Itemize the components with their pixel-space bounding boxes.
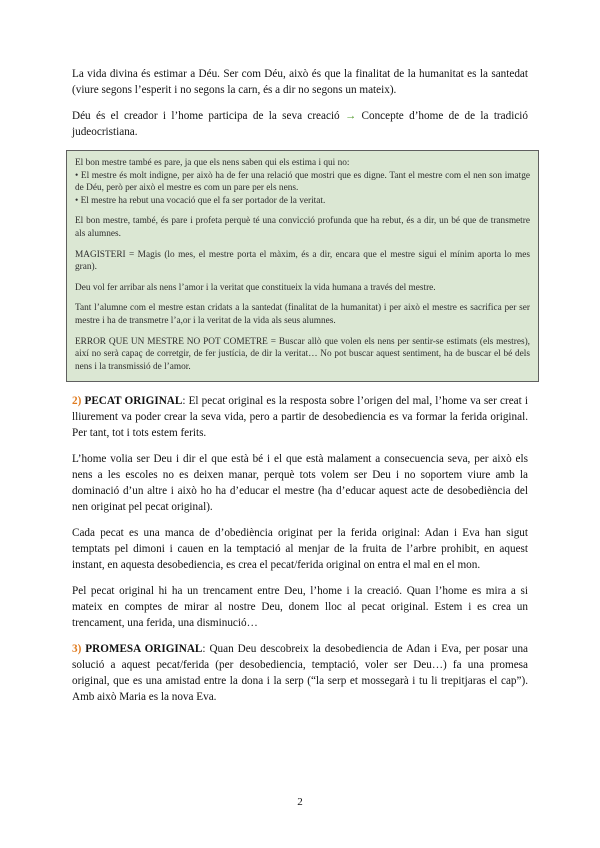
box-paragraph-3: MAGISTERI = Magis (lo mes, el mestre porta el màxim, és a dir, encara que el mestre sigui el mínim aporta lo mes gran).	[75, 249, 530, 273]
box-paragraph-6: ERROR QUE UN MESTRE NO POT COMETRE = Buscar allò que volen els nens per sentir-se estimats (els mestres), així no serà capaç de corretgir, de fer justícia, de dir la veritat… No pot buscar aquest sentiment, ha de buscar el bé dels nens i la transmissió de l’amor.	[75, 336, 530, 372]
intro-paragraph-2	[72, 108, 528, 140]
section-2-intro-text: : El pecat original es la resposta sobre l’origen del mal, l’home va ser creat i lliurement va poder crear la seva vida, pero a partir de desobediencia es va formar la ferida original. Per tant, tot i tots estem ferits.	[72, 395, 528, 440]
section-3-paragraph-1	[72, 641, 528, 705]
section-3-number: 3)	[72, 643, 82, 656]
intro-text-after-arrow: Concepte d’home de de la tradició judeocristiana.	[72, 110, 528, 138]
box-bullet-1: • El mestre és molt indigne, per això ha de fer una relació que mostri que es digne. Tant el mestre com el nen son imatge de Déu, però per això el mestre es com un pare per els nens.	[75, 170, 530, 194]
section-3-title: PROMESA ORIGINAL	[85, 643, 203, 656]
section-2-paragraph-1	[72, 393, 528, 441]
section-2-paragraph-3: Cada pecat es una manca de d’obediència originat per la ferida original: Adan i Eva han sigut temptats pel dimoni i cauen en la temptació al menjar de la fruita de l’arbre prohibit, en aquest instant, en aquesta desobediencia, es crea el pecat/ferida original on entra el mal en el mon.	[72, 527, 528, 572]
intro-paragraph-1: La vida divina és estimar a Déu. Ser com Déu, això és que la finalitat de la humanitat es la santedat (viure segons l’esperit i no segons la carn, és a dir no segons un mateix).	[72, 68, 528, 96]
section-2-paragraph-2: L’home volia ser Deu i dir el que està bé i el que està malament a consecuencia seva, per això els nens a les escoles no es deixen manar, perquè tots volem ser Deu i no soportem viure amb la dominació d’un altre i això ho ha d’educar el mestre (ha d’educar aquest acte de desobediència del nen originat pel pecat original).	[72, 453, 528, 514]
box-bullet-2: • El mestre ha rebut una vocació que el fa ser portador de la veritat.	[75, 195, 326, 206]
section-2-paragraph-4: Pel pecat original hi ha un trencament entre Deu, l’home i la creació. Quan l’home es mira a si mateix en comptes de mirar al nostre Deu, donem lloc al pecat original. Estem i es crea un trencament, una ferida, una disminució…	[72, 585, 528, 630]
document-page	[72, 66, 528, 715]
section-2-title: PECAT ORIGINAL	[84, 395, 183, 408]
intro-text-before-arrow: Déu és el creador i l’home participa de la seva creació	[72, 110, 345, 122]
box-paragraph-1	[75, 157, 530, 207]
box-line-intro: El bon mestre també es pare, ja que els nens saben qui els estima i qui no:	[75, 158, 350, 168]
box-paragraph-4: Deu vol fer arribar als nens l’amor i la veritat que constitueix la vida humana a través del mestre.	[75, 282, 436, 293]
page-number: 2	[297, 796, 303, 808]
box-paragraph-5: Tant l’alumne com el mestre estan cridats a la santedat (finalitat de la humanitat) i per això el mestre es sacrifica per ser mestre i ha de transmetre l’a,or i la veritat de la vida als seus alumnes.	[75, 303, 530, 326]
highlight-box	[66, 150, 539, 382]
section-2-number: 2)	[72, 395, 82, 408]
box-paragraph-2: El bon mestre, també, és pare i profeta perquè té una convicció profunda que ha rebut, és a dir, un bé que de transmetre als alumnes.	[75, 216, 530, 239]
section-3-intro-text: : Quan Deu descobreix la desobediencia de Adan i Eva, per posar una solució a aquest pecat/ferida (per desobediencia, temptació, voler ser Deu…) fa una promesa original, que es una amistad entre la dona i la serp (“la serp et mossegarà i tu li trepitjaras el cap”). Amb això Maria es la nova Eva.	[72, 643, 528, 704]
right-arrow-icon: →	[345, 110, 357, 122]
